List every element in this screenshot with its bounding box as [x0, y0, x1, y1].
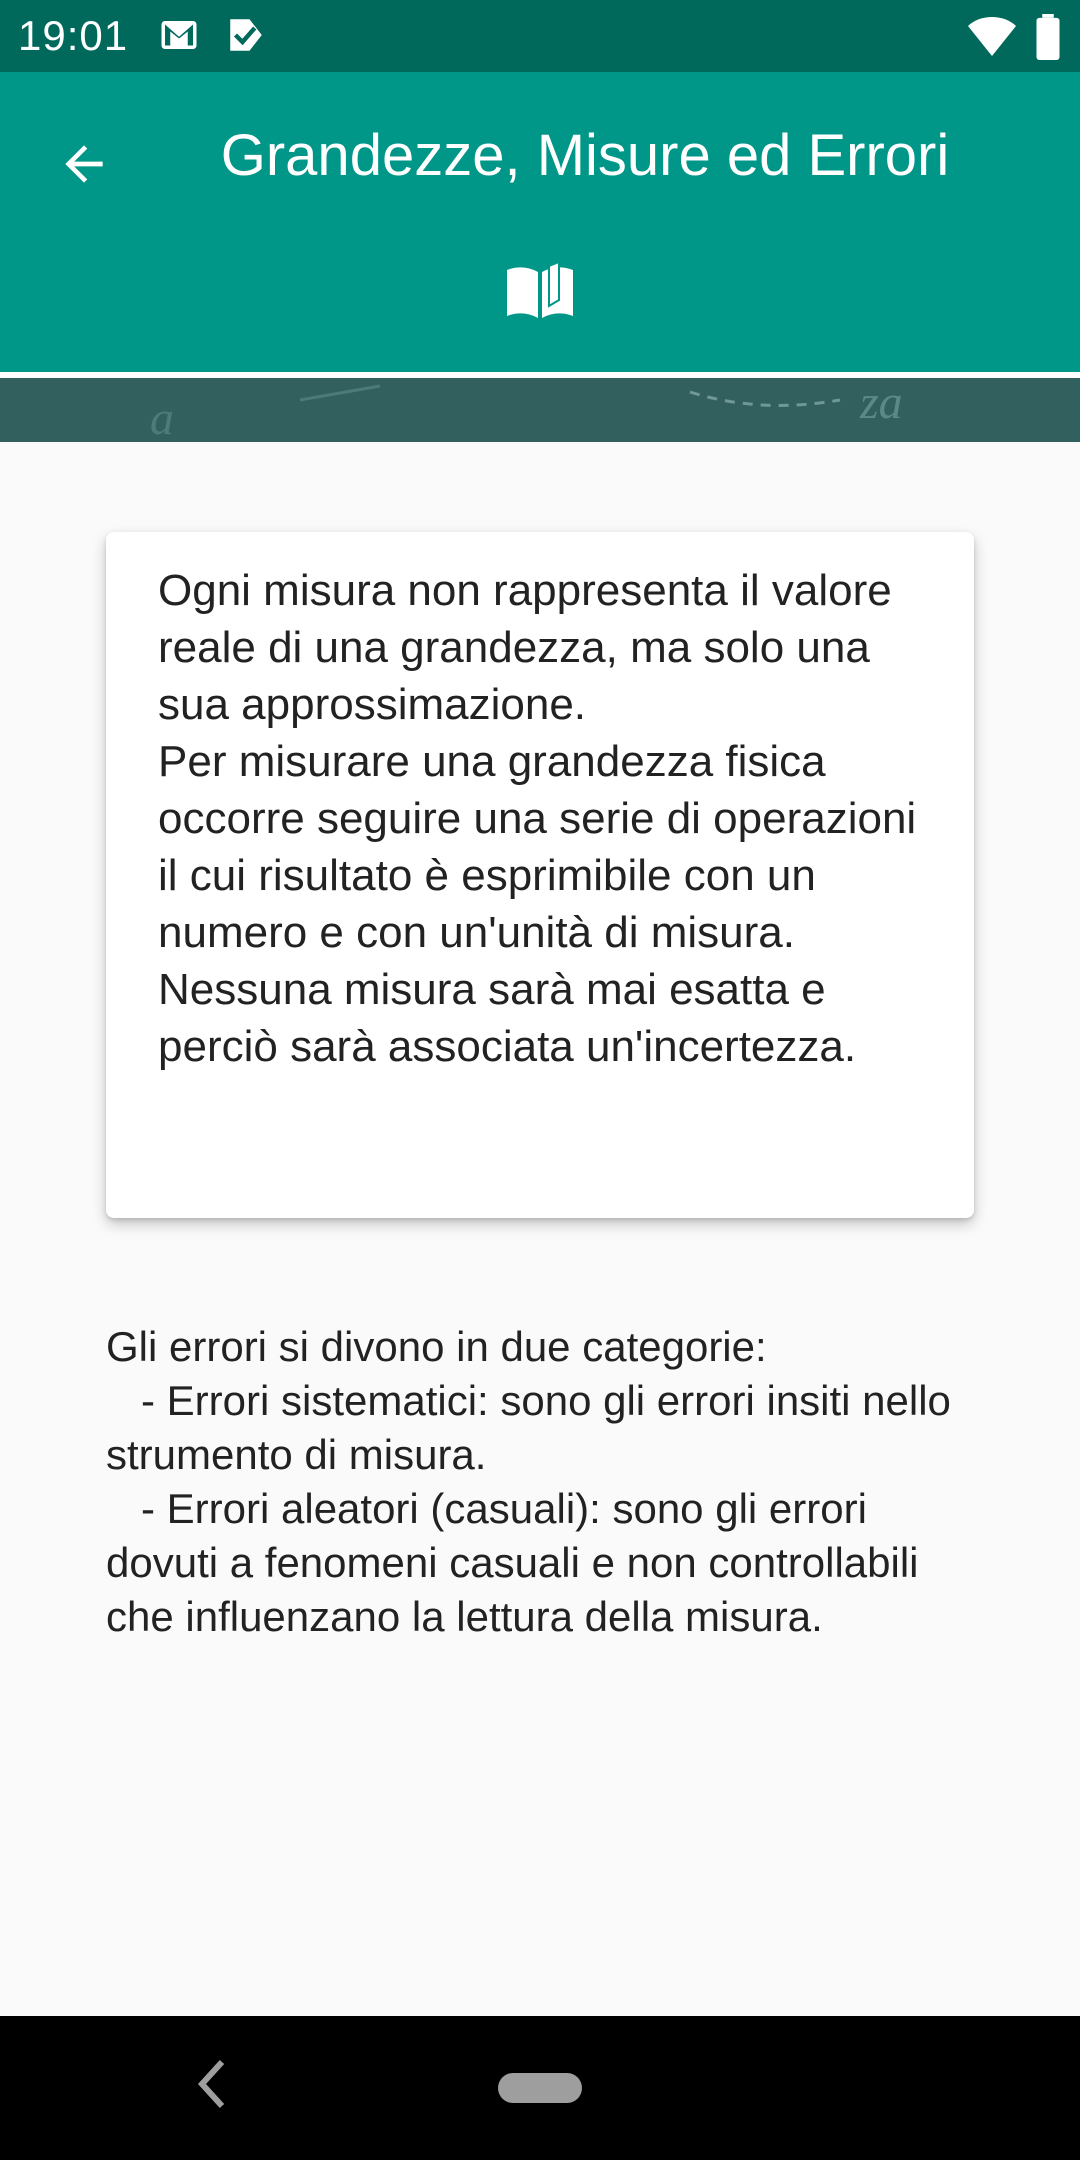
battery-icon — [1036, 14, 1060, 65]
wifi-icon — [968, 14, 1016, 63]
tab-reading[interactable] — [0, 262, 1080, 378]
banner-letter-right: za — [860, 378, 903, 429]
navigation-bar — [0, 2016, 1080, 2160]
nav-back-icon — [190, 2054, 230, 2114]
task-check-icon — [225, 14, 267, 61]
nav-home-button[interactable] — [498, 2073, 582, 2103]
open-book-icon — [505, 260, 575, 320]
status-bar — [0, 0, 1080, 72]
card-text: Ogni misura non rappresenta il valore reale di una grandezza, ma solo una sua approssimazione. Per misurare una grandezza fisica occorre seguire una serie di operazioni il cui risultato è esprimibile con un numero e con un'unità di misura. Nessuna misura sarà mai esatta e perciò sarà associata un'incertezza. — [158, 566, 917, 1071]
status-time: 19:01 — [18, 12, 129, 59]
errors-description: Gli errori si divono in due categorie: - Errori sistematici: sono gli errori insiti nello strumento di misura. - Errori aleatori (casuali): sono gli errori dovuti a fenomeni casuali e non controllabili che influenzano la lettura della misura. — [106, 1323, 951, 1640]
gmail-icon — [158, 14, 200, 61]
app-bar — [0, 72, 1080, 378]
banner-letter-left: a — [150, 392, 174, 442]
header-banner-image — [0, 378, 1080, 442]
info-card — [106, 532, 974, 1218]
page-title: Grandezze, Misure ed Errori — [220, 123, 950, 188]
nav-back-button[interactable] — [190, 2054, 230, 2114]
